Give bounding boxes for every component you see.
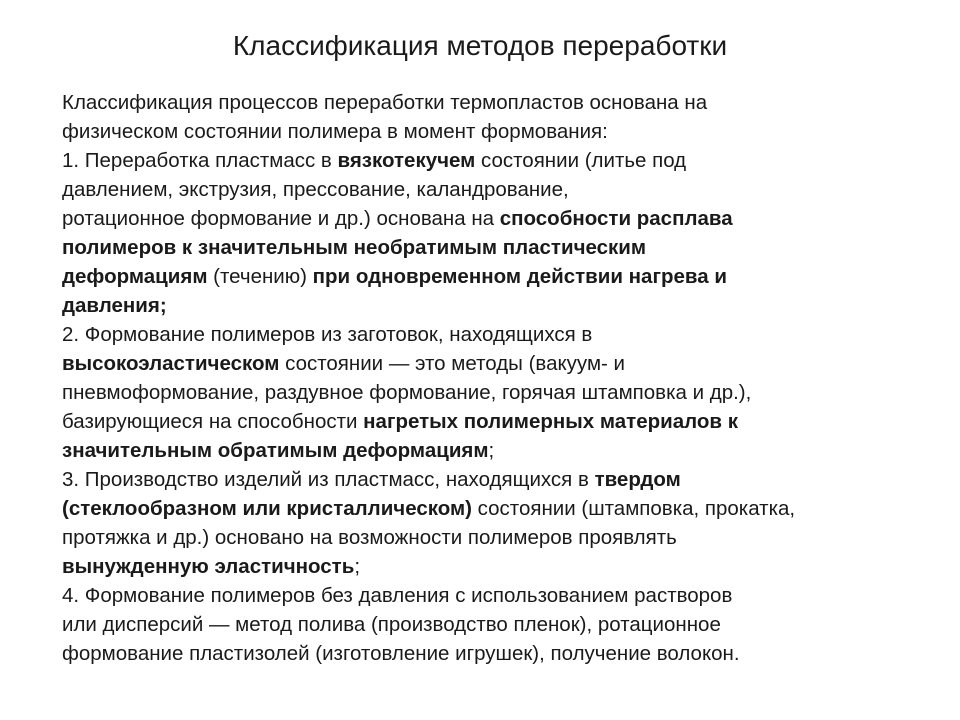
text-line: [62, 320, 932, 349]
bold-text-segment: вязкотекучем: [337, 149, 476, 172]
text-line: [62, 639, 932, 668]
text-segment: 2. Формование полимеров из заготовок, находящихся в: [62, 323, 593, 346]
bold-text-segment: (стеклообразном или кристаллическом): [62, 497, 472, 520]
text-segment: давлением, экструзия, прессование, каландрование,: [62, 178, 569, 201]
text-segment: Классификация процессов переработки термопластов основана на: [62, 91, 708, 114]
text-segment: состоянии (штамповка, прокатка,: [471, 497, 796, 520]
text-line: [62, 407, 932, 436]
text-line: [62, 291, 932, 320]
text-line: [62, 88, 932, 117]
bold-text-segment: значительным обратимым деформациям: [62, 439, 489, 462]
text-segment: 3. Производство изделий из пластмасс, находящихся в: [62, 468, 595, 491]
bold-text-segment: деформациям: [62, 265, 208, 288]
text-line: [62, 233, 932, 262]
text-segment: (течению): [207, 265, 313, 288]
text-segment: 1. Переработка пластмасс в: [62, 149, 338, 172]
text-segment: состоянии (литье под: [475, 149, 687, 172]
bold-text-segment: при одновременном действии нагрева и: [312, 265, 727, 288]
text-segment: 4. Формование полимеров без давления с использованием растворов: [62, 584, 733, 607]
text-segment: ;: [488, 439, 495, 462]
text-line: [62, 494, 932, 523]
text-line: [62, 581, 932, 610]
text-segment: физическом состоянии полимера в момент формования:: [62, 120, 608, 143]
text-line: [62, 523, 932, 552]
bold-text-segment: способности расплава: [499, 207, 733, 230]
text-segment: пневмоформование, раздувное формование, горячая штамповка и др.),: [62, 381, 752, 404]
text-line: [62, 262, 932, 291]
text-segment: или дисперсий — метод полива (производство пленок), ротационное: [62, 613, 721, 636]
text-line: [62, 552, 932, 581]
text-line: [62, 610, 932, 639]
bold-text-segment: нагретых полимерных материалов к: [363, 410, 738, 433]
text-line: [62, 378, 932, 407]
bold-text-segment: вынужденную эластичность: [62, 555, 355, 578]
text-line: [62, 436, 932, 465]
bold-text-segment: твердом: [594, 468, 681, 491]
text-line: [62, 204, 932, 233]
text-line: [62, 465, 932, 494]
text-line: [62, 349, 932, 378]
text-segment: протяжка и др.) основано на возможности полимеров проявлять: [62, 526, 677, 549]
text-segment: ротационное формование и др.) основана на: [62, 207, 500, 230]
text-segment: формование пластизолей (изготовление игрушек), получение волокон.: [62, 642, 740, 665]
text-line: [62, 117, 932, 146]
text-segment: состоянии — это методы (вакуум- и: [279, 352, 626, 375]
bold-text-segment: полимеров к значительным необратимым пластическим: [62, 236, 647, 259]
text-line: [62, 146, 932, 175]
bold-text-segment: высокоэластическом: [62, 352, 280, 375]
text-segment: базирующиеся на способности: [62, 410, 364, 433]
text-segment: ;: [354, 555, 361, 578]
slide-title: Классификация методов переработки: [232, 30, 728, 61]
slide-body: [62, 88, 932, 668]
text-line: [62, 175, 932, 204]
bold-text-segment: давления;: [62, 294, 167, 317]
